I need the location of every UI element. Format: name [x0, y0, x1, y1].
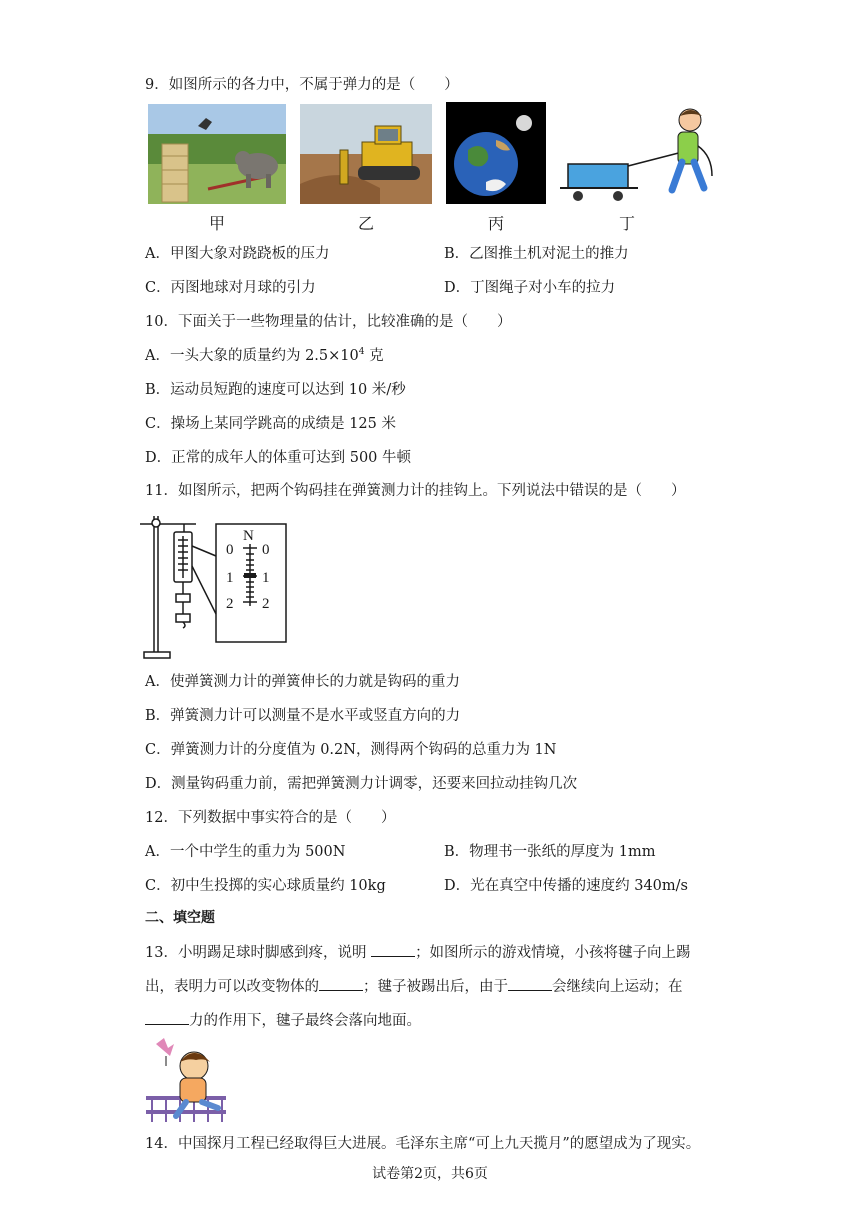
scale-left-tick-0: 0 — [226, 542, 234, 558]
caption-jia: 甲 — [208, 214, 225, 233]
scale-left-tick-2: 2 — [226, 596, 234, 612]
q9-option-a: A．甲图大象对跷跷板的压力 — [145, 246, 330, 262]
q11-stem: 11．如图所示，把两个钩码挂在弹簧测力计的挂钩上。下列说法中错误的是（ ） — [145, 483, 686, 499]
q10-stem: 10．下面关于一些物理量的估计，比较准确的是（ ） — [145, 314, 512, 330]
spring-scale-diagram — [140, 506, 290, 664]
kid-kicking-shuttlecock-image — [146, 1036, 226, 1122]
q12-option-b: B．物理书一张纸的厚度为 1mm — [444, 844, 656, 860]
q12-option-d: D．光在真空中传播的速度约 340m/s — [444, 878, 688, 894]
q12-option-c: C．初中生投掷的实心球质量约 10kg — [145, 878, 386, 894]
q11-option-c: C．弹簧测力计的分度值为 0.2N，测得两个钩码的总重力为 1N — [145, 742, 557, 758]
q10-option-b: B．运动员短跑的速度可以达到 10 米/秒 — [145, 382, 406, 398]
blank-2[interactable] — [319, 976, 363, 991]
q13-line-1: 13．小明踢足球时脚感到疼，说明 ；如图所示的游戏情境，小孩将毽子向上踢 — [145, 941, 691, 962]
caption-yi: 乙 — [357, 214, 374, 233]
q13-line-2: 出，表明力可以改变物体的 ；毽子被踢出后，由于 会继续向上运动；在 — [145, 975, 683, 996]
scale-left-tick-1: 1 — [226, 570, 234, 586]
scale-right-tick-2: 2 — [262, 596, 270, 612]
blank-3[interactable] — [508, 976, 552, 991]
q13-line-3: 力的作用下，毽子最终会落向地面。 — [145, 1009, 421, 1030]
caption-bing: 丙 — [487, 214, 504, 233]
q9-stem: 9．如图所示的各力中，不属于弹力的是（ ） — [145, 77, 459, 93]
q9-option-c: C．丙图地球对月球的引力 — [145, 280, 316, 296]
caption-ding: 丁 — [618, 214, 635, 233]
boy-pulling-cart-image — [560, 106, 725, 206]
q10-option-d: D．正常的成年人的体重可达到 500 牛顿 — [145, 450, 412, 466]
q9-option-b: B．乙图推土机对泥土的推力 — [444, 246, 629, 262]
scale-right-tick-1: 1 — [262, 570, 270, 586]
scale-right-tick-0: 0 — [262, 542, 270, 558]
elephant-seesaw-image — [148, 104, 286, 204]
q12-stem: 12．下列数据中事实符合的是（ ） — [145, 810, 396, 826]
q10-option-a: A．一头大象的质量约为 $2.5\times 10^4$ 克 — [145, 347, 384, 364]
section-heading: 二、填空题 — [145, 910, 215, 926]
blank-4[interactable] — [145, 1010, 189, 1025]
q11-option-d: D．测量钩码重力前，需把弹簧测力计调零，还要来回拉动挂钩几次 — [145, 776, 578, 792]
scale-unit: N — [243, 528, 254, 544]
earth-moon-image — [446, 102, 546, 204]
q12-option-a: A．一个中学生的重力为 500N — [145, 844, 346, 860]
q14-stem: 14．中国探月工程已经取得巨大进展。毛泽东主席“可上九天揽月”的愿望成为了现实。 — [145, 1136, 701, 1152]
q9-option-d: D．丁图绳子对小车的拉力 — [444, 280, 616, 296]
q11-option-b: B．弹簧测力计可以测量不是水平或竖直方向的力 — [145, 708, 461, 724]
page-footer: 试卷第2页，共6页 — [372, 1166, 488, 1182]
blank-1[interactable] — [371, 942, 415, 957]
q10-option-c: C．操场上某同学跳高的成绩是 125 米 — [145, 416, 396, 432]
bulldozer-image — [300, 104, 432, 204]
q11-option-a: A．使弹簧测力计的弹簧伸长的力就是钩码的重力 — [145, 674, 460, 690]
